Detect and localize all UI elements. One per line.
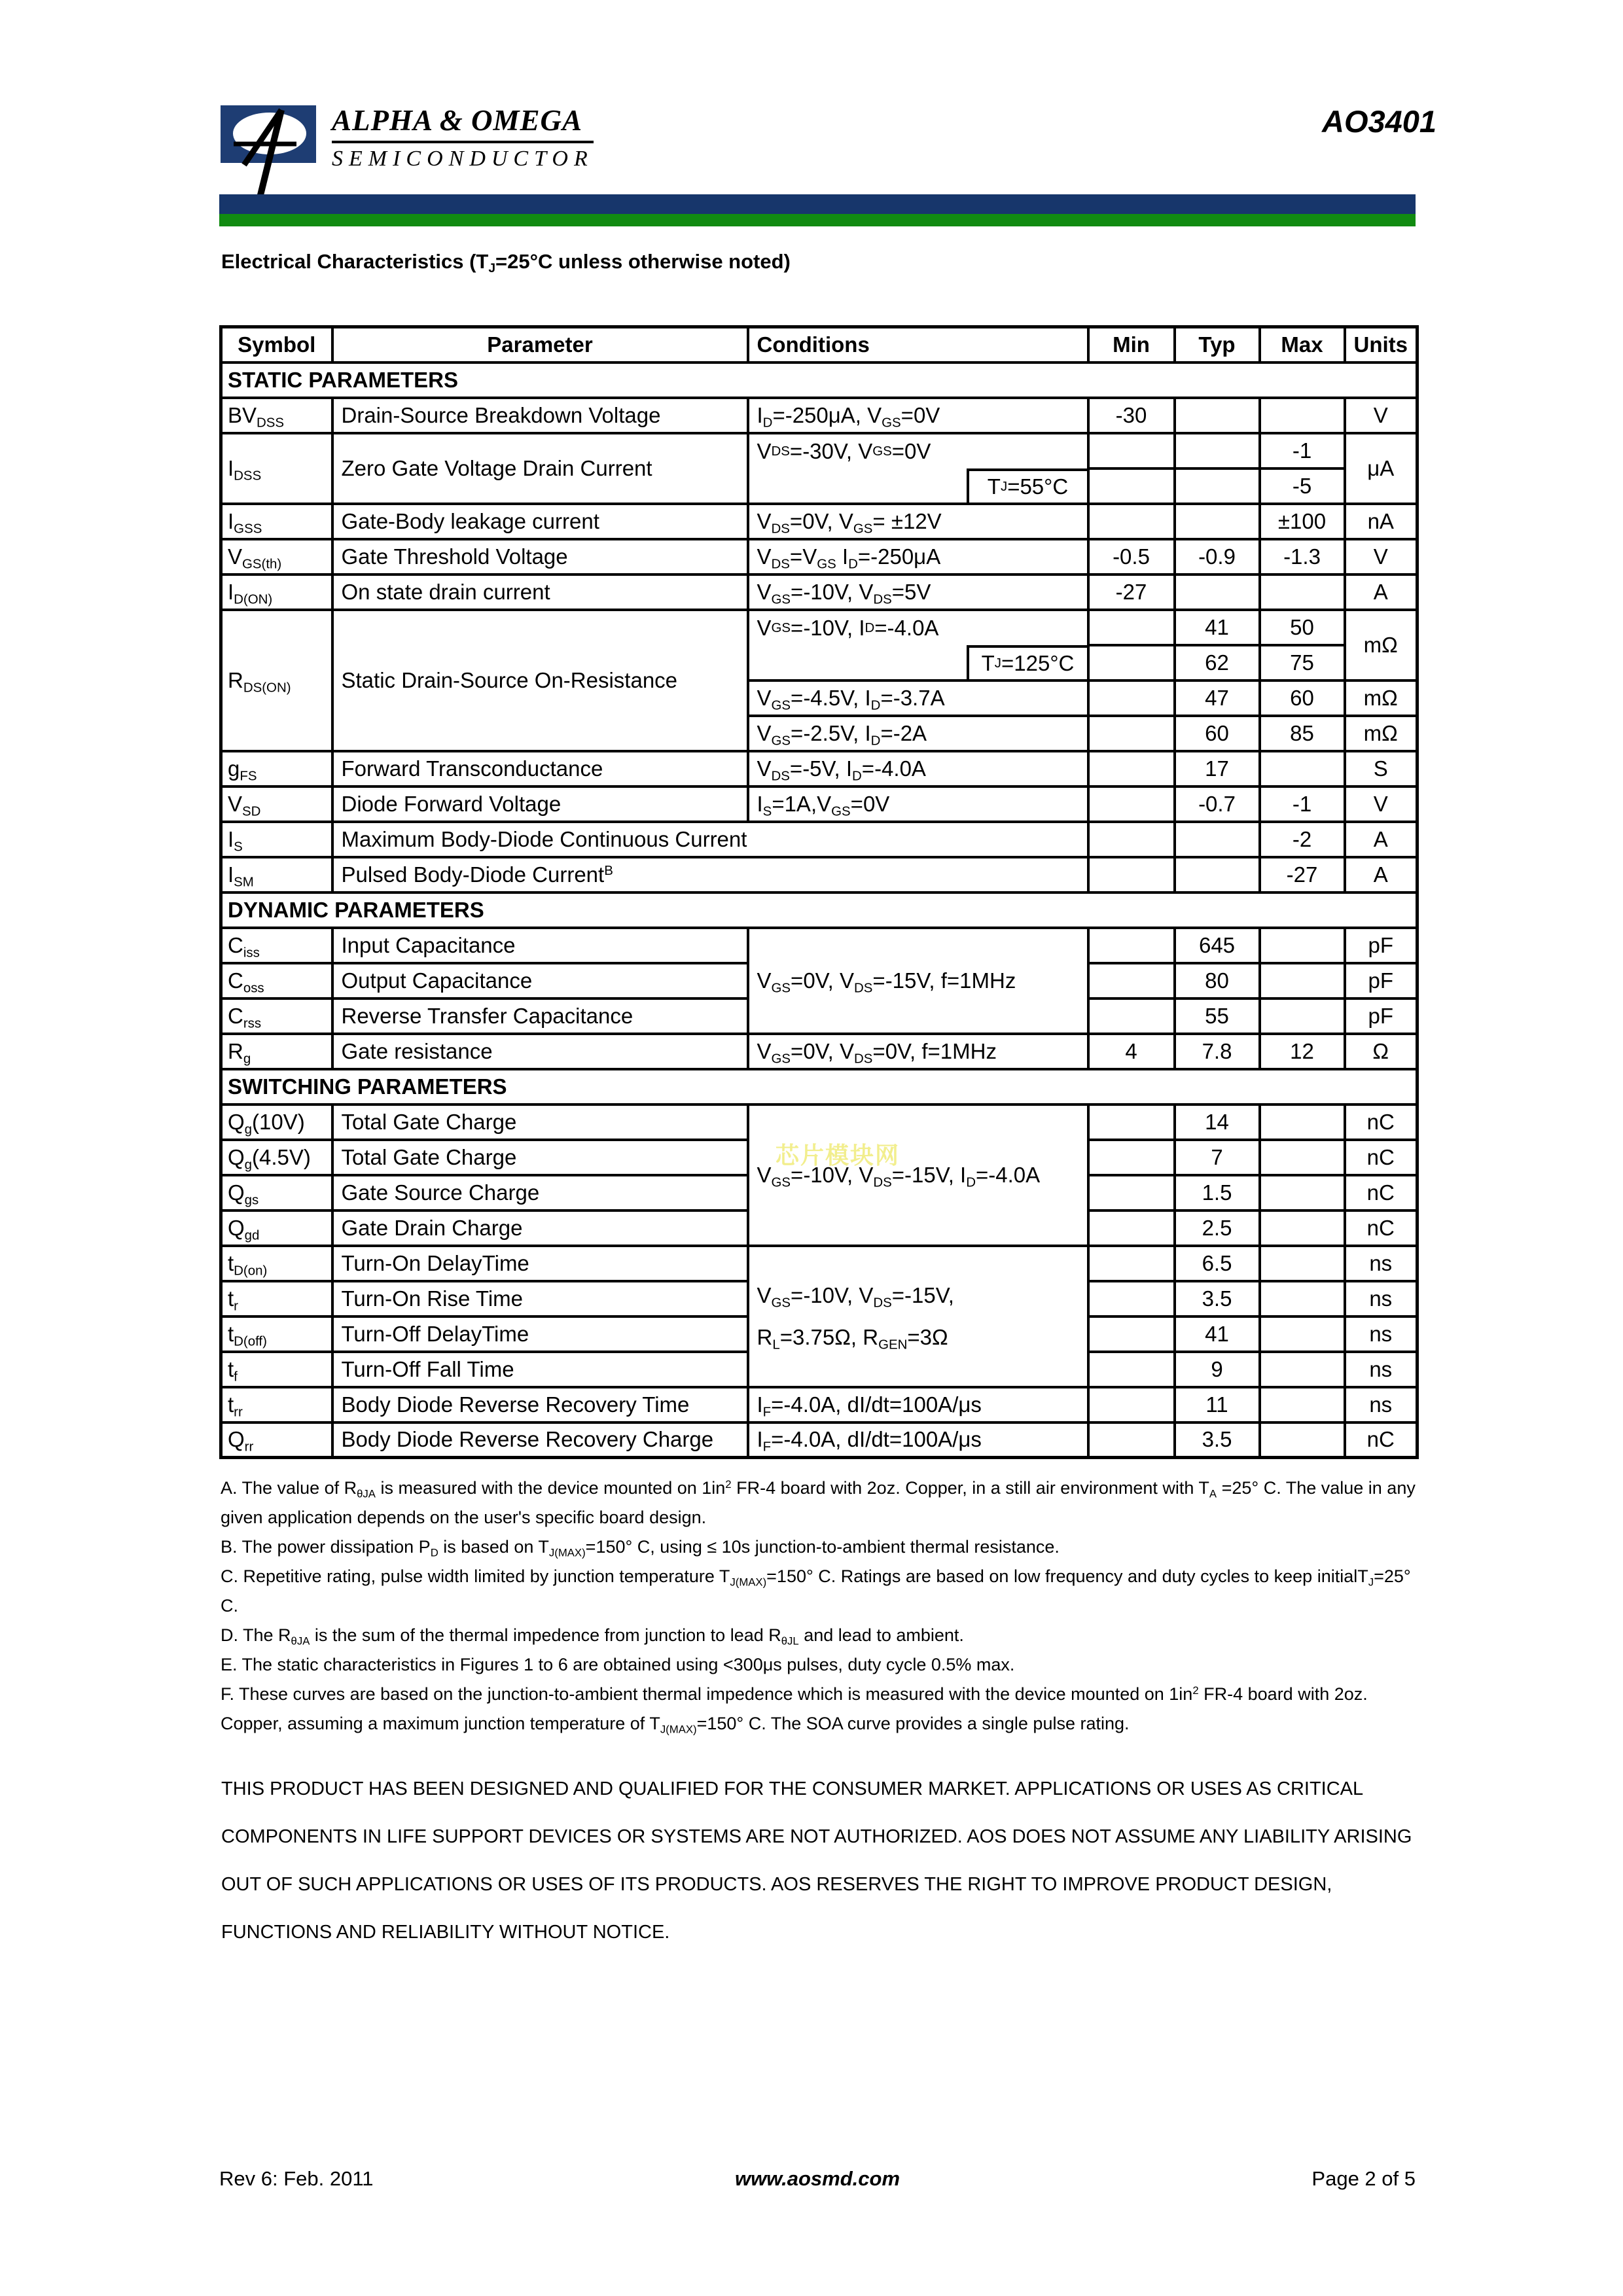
min-cell [1088,963,1175,998]
min-cell [1088,822,1175,857]
symbol-cell: $V_{SD}$ [221,786,332,822]
footnote-f: F. These curves are based on the junction-to-ambient thermal impedence which is measured with the device mounted on $1in^2$ FR-4 board with 2oz. Copper, assuming a maximum junction temperature of $T_{J(MAX)}=150^\circ$ C. The SOA curve provides a single pulse rating. [221,1684,1368,1736]
parameter-cell: Drain-Source Breakdown Voltage [332,398,748,433]
disclaimer-line: THIS PRODUCT HAS BEEN DESIGNED AND QUALIFIED FOR THE CONSUMER MARKET. APPLICATIONS OR USES AS CRITICAL [221,1778,1364,1799]
table-row [221,857,1418,892]
max-cell [1260,1246,1345,1281]
symbol-cell: $t_{D(off)}$ [221,1316,332,1352]
watermark-text: 芯片模块网 [776,1142,901,1169]
max-cell: -1.3 [1260,539,1345,574]
conditions-cell [748,610,1088,680]
parameter-cell: Maximum Body-Diode Continuous Current [332,822,1088,857]
symbol-cell: $R_{DS(ON)}$ [221,610,332,751]
units-cell: mΩ [1345,716,1418,751]
units-cell: ns [1345,1352,1418,1387]
max-cell [1260,1387,1345,1422]
parameter-cell: Total Gate Charge [332,1140,748,1175]
min-cell [1088,645,1175,680]
min-cell [1088,504,1175,539]
conditions-cell: $V_{DS}=V_{GS}$ $I_D=-250\mu A$ [748,539,1088,574]
typ-cell [1175,822,1260,857]
symbol-cell: $Q_g(4.5V)$ [221,1140,332,1175]
section-title: SWITCHING PARAMETERS [221,1069,1418,1104]
parameter-cell: Static Drain-Source On-Resistance [332,610,748,751]
typ-cell: 11 [1175,1387,1260,1422]
conditions-cell: $V_{GS}=-10V$, $V_{DS}=5V$ [748,574,1088,610]
table-row [221,610,1418,645]
conditions-subcondition: T J =55°C [967,468,1087,503]
units-cell: nC [1345,1422,1418,1458]
min-cell [1088,1316,1175,1352]
units-cell: mΩ [1345,610,1418,680]
max-cell: -1 [1260,433,1345,468]
typ-cell: -0.7 [1175,786,1260,822]
min-cell [1088,610,1175,645]
symbol-cell: $I_{D(ON)}$ [221,574,332,610]
units-cell: V [1345,786,1418,822]
units-cell: ns [1345,1246,1418,1281]
min-cell [1088,1246,1175,1281]
symbol-cell: $V_{GS(th)}$ [221,539,332,574]
max-cell [1260,1352,1345,1387]
header-band-green [219,214,1416,226]
typ-cell [1175,398,1260,433]
typ-cell [1175,504,1260,539]
units-cell: pF [1345,998,1418,1034]
conditions-cell: $I_F=-4.0A$, dI/dt=100A/μs [748,1422,1088,1458]
conditions-line1: $V_{GS}=-10V$, $V_{DS}=-15V$, [757,1282,954,1311]
symbol-cell: $t_f$ [221,1352,332,1387]
min-cell: -0.5 [1088,539,1175,574]
conditions-cell: $I_F=-4.0A$, dI/dt=100A/μs [748,1387,1088,1422]
units-cell: Ω [1345,1034,1418,1069]
parameter-cell: Forward Transconductance [332,751,748,786]
typ-cell: 7.8 [1175,1034,1260,1069]
min-cell [1088,751,1175,786]
col-header-min: Min [1088,327,1175,362]
table-row [221,751,1418,786]
typ-cell: 3.5 [1175,1281,1260,1316]
symbol-cell: $g_{FS}$ [221,751,332,786]
typ-cell: 6.5 [1175,1246,1260,1281]
max-cell [1260,1422,1345,1458]
page-number: Page 2 of 5 [1311,2167,1416,2190]
conditions-subcondition: T J =125°C [967,645,1087,679]
units-cell: A [1345,857,1418,892]
col-header-typ: Typ [1175,327,1260,362]
table-row [221,928,1418,963]
typ-cell [1175,574,1260,610]
parameter-cell: Body Diode Reverse Recovery Time [332,1387,748,1422]
parameter-cell: Turn-On DelayTime [332,1246,748,1281]
units-cell: μA [1345,433,1418,504]
website-text: www.aosmd.com [734,2167,901,2190]
max-cell [1260,751,1345,786]
conditions-cell: $V_{GS}=0V$, $V_{DS}=-15V$, f=1MHz [748,928,1088,1034]
conditions-main: V GS =-10V, I D =-4.0A [757,615,939,640]
min-cell [1088,928,1175,963]
brand-line2: SEMICONDUCTOR [332,147,594,171]
parameter-cell: Gate resistance [332,1034,748,1069]
units-cell: nA [1345,504,1418,539]
parameter-cell: Turn-On Rise Time [332,1281,748,1316]
parameter-cell: Gate Drain Charge [332,1210,748,1246]
parameter-cell: Gate Source Charge [332,1175,748,1210]
min-cell: 4 [1088,1034,1175,1069]
conditions-cell: $V_{GS}=0V$, $V_{DS}=0V$, f=1MHz [748,1034,1088,1069]
parameter-cell: Reverse Transfer Capacitance [332,998,748,1034]
units-cell: mΩ [1345,680,1418,716]
symbol-cell: $I_{GSS}$ [221,504,332,539]
min-cell [1088,857,1175,892]
conditions-line2: $R_L=3.75\Omega$, $R_{GEN}=3\Omega$ [757,1324,948,1352]
table-row [221,574,1418,610]
parameter-cell: Input Capacitance [332,928,748,963]
max-cell: -5 [1260,468,1345,504]
footnote-d: D. The $R_{\theta JA}$ is the sum of the thermal impedence from junction to lead $R_{\theta JL}$ and lead to ambient. [221,1625,964,1648]
units-cell: ns [1345,1387,1418,1422]
table-row [221,539,1418,574]
max-cell: 85 [1260,716,1345,751]
max-cell [1260,1175,1345,1210]
min-cell [1088,468,1175,504]
parameter-cell: Total Gate Charge [332,1104,748,1140]
max-cell [1260,963,1345,998]
symbol-cell: $BV_{DSS}$ [221,398,332,433]
table-row [221,504,1418,539]
symbol-cell: $Q_g(10V)$ [221,1104,332,1140]
col-header-max: Max [1260,327,1345,362]
footnote-e: E. The static characteristics in Figures 1 to 6 are obtained using <300μs pulses, duty cycle 0.5% max. [221,1655,1015,1674]
typ-cell: 41 [1175,1316,1260,1352]
symbol-cell: $Q_{rr}$ [221,1422,332,1458]
page-title: Electrical Characteristics ($T_J=25^\circ C$ unless otherwise noted) [221,250,791,276]
parameter-cell: Turn-Off DelayTime [332,1316,748,1352]
conditions-cell: $V_{DS}=0V$, $V_{GS}= \pm 12V$ [748,504,1088,539]
parameter-cell: Turn-Off Fall Time [332,1352,748,1387]
min-cell [1088,1352,1175,1387]
aos-logo-icon [221,97,319,202]
symbol-cell: $I_{SM}$ [221,857,332,892]
brand-text [332,103,594,171]
max-cell [1260,1281,1345,1316]
conditions-main: V DS =-30V, V GS =0V [757,438,931,463]
typ-cell: 7 [1175,1140,1260,1175]
max-cell [1260,574,1345,610]
min-cell [1088,1387,1175,1422]
typ-cell: 3.5 [1175,1422,1260,1458]
table-row [221,1034,1418,1069]
symbol-cell: $I_S$ [221,822,332,857]
units-cell: ns [1345,1281,1418,1316]
max-cell: 12 [1260,1034,1345,1069]
table-row [221,398,1418,433]
units-cell: V [1345,539,1418,574]
min-cell [1088,1104,1175,1140]
units-cell: S [1345,751,1418,786]
col-header-symbol: Symbol [221,327,332,362]
min-cell [1088,1422,1175,1458]
units-cell: A [1345,574,1418,610]
typ-cell: 60 [1175,716,1260,751]
min-cell [1088,786,1175,822]
min-cell [1088,1140,1175,1175]
typ-cell: 14 [1175,1104,1260,1140]
max-cell [1260,1210,1345,1246]
typ-cell: 47 [1175,680,1260,716]
max-cell: ±100 [1260,504,1345,539]
symbol-cell: $C_{rss}$ [221,998,332,1034]
max-cell: 50 [1260,610,1345,645]
min-cell [1088,1210,1175,1246]
units-cell: pF [1345,963,1418,998]
parameter-cell: Gate-Body leakage current [332,504,748,539]
typ-cell: 1.5 [1175,1175,1260,1210]
min-cell: -27 [1088,574,1175,610]
symbol-cell: $Q_{gs}$ [221,1175,332,1210]
typ-cell [1175,433,1260,468]
electrical-characteristics-table [219,325,1419,1459]
conditions-cell: $V_{GS}=-10V$, $V_{DS}=-15V$, $I_D=-4.0A$ [748,1104,1088,1246]
footnote-a: A. The value of $R_{\theta JA}$ is measured with the device mounted on $1in^2$ FR-4 board with 2oz. Copper, in a still air environment with $T_A =25^\circ$ C. The value in any given application depends on the user's specific board design. [221,1477,1416,1527]
conditions-cell: $V_{GS}=-4.5V$, $I_D=-3.7A$ [748,680,1088,716]
max-cell [1260,1104,1345,1140]
table-row [221,433,1418,468]
max-cell: -2 [1260,822,1345,857]
max-cell [1260,1316,1345,1352]
typ-cell: 2.5 [1175,1210,1260,1246]
table-row [221,786,1418,822]
table-header-row [221,327,1418,362]
parameter-cell: Pulsed Body-Diode Current$^B$ [332,857,1088,892]
symbol-cell: $I_{DSS}$ [221,433,332,504]
min-cell: -30 [1088,398,1175,433]
aos-logo [221,97,594,202]
conditions-cell: $I_D=-250\mu A$, $V_{GS}=0V$ [748,398,1088,433]
col-header-conditions: Conditions [748,327,1088,362]
conditions-cell: $V_{GS}=-2.5V$, $I_D=-2A$ [748,716,1088,751]
symbol-cell: $t_r$ [221,1281,332,1316]
min-cell [1088,1175,1175,1210]
parameter-cell: Zero Gate Voltage Drain Current [332,433,748,504]
typ-cell: 9 [1175,1352,1260,1387]
typ-cell: 80 [1175,963,1260,998]
min-cell [1088,716,1175,751]
disclaimer-line: COMPONENTS IN LIFE SUPPORT DEVICES OR SYSTEMS ARE NOT AUTHORIZED. AOS DOES NOT ASSUME ANY LIABILITY ARISING [221,1826,1412,1847]
section-row-switching [221,1069,1418,1104]
header-band-navy [219,194,1416,214]
max-cell [1260,1140,1345,1175]
parameter-cell: On state drain current [332,574,748,610]
units-cell: nC [1345,1104,1418,1140]
parameter-cell: Output Capacitance [332,963,748,998]
page-footer [219,2167,1416,2193]
min-cell [1088,680,1175,716]
typ-cell: 55 [1175,998,1260,1034]
typ-cell [1175,857,1260,892]
disclaimer [221,1765,1422,1956]
disclaimer-line: FUNCTIONS AND RELIABILITY WITHOUT NOTICE. [221,1922,670,1943]
parameter-cell: Body Diode Reverse Recovery Charge [332,1422,748,1458]
typ-cell [1175,468,1260,504]
revision-label: Rev 6: Feb. 2011 [219,2167,374,2190]
table-row [221,1246,1418,1281]
conditions-cell [748,433,1088,504]
conditions-cell: $I_S=1A,V_{GS}=0V$ [748,786,1088,822]
col-header-units: Units [1345,327,1418,362]
part-number: AO3401 [1322,104,1437,139]
disclaimer-line: OUT OF SUCH APPLICATIONS OR USES OF ITS PRODUCTS. AOS RESERVES THE RIGHT TO IMPROVE PRODUCT DESIGN, [221,1874,1332,1895]
min-cell [1088,998,1175,1034]
max-cell: 75 [1260,645,1345,680]
typ-cell: 41 [1175,610,1260,645]
symbol-cell: $C_{iss}$ [221,928,332,963]
section-title: DYNAMIC PARAMETERS [221,892,1418,928]
max-cell: 60 [1260,680,1345,716]
symbol-cell: $C_{oss}$ [221,963,332,998]
max-cell [1260,998,1345,1034]
footnotes [221,1474,1425,1739]
units-cell: V [1345,398,1418,433]
symbol-cell: $t_{D(on)}$ [221,1246,332,1281]
symbol-cell: $R_g$ [221,1034,332,1069]
col-header-parameter: Parameter [332,327,748,362]
parameter-cell: Diode Forward Voltage [332,786,748,822]
section-row-static [221,362,1418,398]
symbol-cell: $t_{rr}$ [221,1387,332,1422]
units-cell: pF [1345,928,1418,963]
max-cell: -27 [1260,857,1345,892]
units-cell: ns [1345,1316,1418,1352]
units-cell: nC [1345,1140,1418,1175]
table-row [221,1422,1418,1458]
table-row [221,822,1418,857]
max-cell [1260,928,1345,963]
parameter-cell: Gate Threshold Voltage [332,539,748,574]
section-title: STATIC PARAMETERS [221,362,1418,398]
typ-cell: 645 [1175,928,1260,963]
footnote-b: B. The power dissipation $P_D$ is based on $T_{J(MAX)}=150^\circ$ C, using ≤ 10s junction-to-ambient thermal resistance. [221,1537,1060,1559]
footnote-c: C. Repetitive rating, pulse width limited by junction temperature $T_{J(MAX)}=150^\circ$ C. Ratings are based on low frequency and duty cycles to keep initialT$_J$=25° C. [221,1566,1411,1616]
max-cell [1260,398,1345,433]
table-row [221,1104,1418,1140]
units-cell: nC [1345,1210,1418,1246]
typ-cell: -0.9 [1175,539,1260,574]
section-row-dynamic [221,892,1418,928]
typ-cell: 62 [1175,645,1260,680]
table-row [221,1387,1418,1422]
brand-line1: ALPHA & OMEGA [332,103,594,143]
conditions-cell [748,1246,1088,1387]
conditions-cell: $V_{DS}=-5V$, $I_D=-4.0A$ [748,751,1088,786]
symbol-cell: $Q_{gd}$ [221,1210,332,1246]
min-cell [1088,433,1175,468]
max-cell: -1 [1260,786,1345,822]
units-cell: nC [1345,1175,1418,1210]
units-cell: A [1345,822,1418,857]
typ-cell: 17 [1175,751,1260,786]
min-cell [1088,1281,1175,1316]
